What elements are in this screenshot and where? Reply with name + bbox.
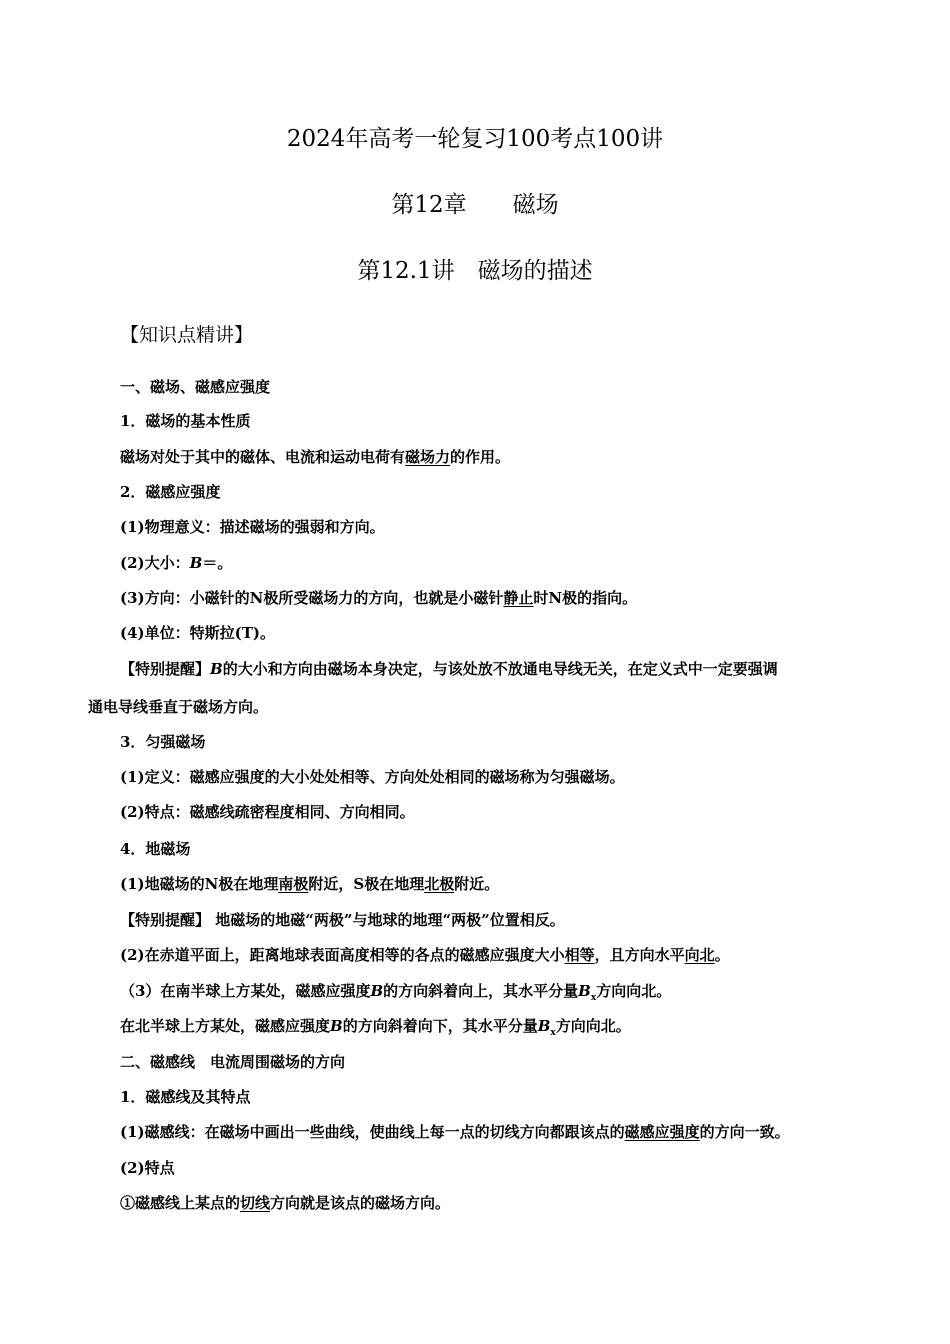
- note-1-line-1: 【特别提醒】B的大小和方向由磁场本身决定，与该处放不放通电导线无关，在定义式中一定要强调: [120, 660, 778, 678]
- lecture-title: 第12.1讲 磁场的描述: [357, 258, 593, 284]
- document-title: 2024年高考一轮复习100考点100讲: [286, 126, 664, 152]
- paragraph-magnitude: (2)大小：B＝。: [120, 554, 233, 572]
- paragraph-southern-hemisphere: （3）在南半球上方某处，磁感应强度B的方向斜着向上，其水平分量$B_x$方向向北。: [120, 982, 672, 1003]
- paragraph-tangent-direction: ①磁感线上某点的切线方向就是该点的磁场方向。: [120, 1194, 451, 1212]
- note-1-line-2: 通电导线垂直于磁场方向。: [88, 698, 269, 716]
- paragraph-field-lines-features: (2)特点: [120, 1159, 175, 1177]
- underlined-term: 相等: [564, 946, 595, 964]
- heading-2: 二、磁感线 电流周围磁场的方向: [120, 1053, 346, 1071]
- paragraph-uniform-feature: (2)特点：磁感线疏密程度相同、方向相同。: [120, 803, 415, 821]
- underlined-term: 南极: [278, 875, 309, 893]
- paragraph-earth-poles: (1)地磁场的N极在地理南极附近，S极在地理北极附近。: [120, 875, 500, 893]
- note-2: 【特别提醒】 地磁场的地磁“两极”与地球的地理“两极”位置相反。: [120, 911, 565, 929]
- paragraph-northern-hemisphere: 在北半球上方某处，磁感应强度B的方向斜着向下，其水平分量$B_x$方向向北。: [120, 1017, 631, 1038]
- subheading-uniform-field: 3．匀强磁场: [120, 733, 206, 751]
- subheading-basic-property: 1．磁场的基本性质: [120, 412, 251, 430]
- paragraph-unit: (4)单位：特斯拉(T)。: [120, 624, 275, 642]
- section-header: 【知识点精讲】: [120, 324, 254, 346]
- underlined-term: 磁场力: [405, 448, 451, 466]
- underlined-term: 切线: [240, 1194, 271, 1212]
- underlined-term: 北极: [424, 875, 455, 893]
- subheading-field-lines: 1．磁感线及其特点: [120, 1088, 251, 1106]
- heading-1: 一、磁场、磁感应强度: [120, 378, 271, 396]
- paragraph-basic-property: 磁场对处于其中的磁体、电流和运动电荷有磁场力的作用。: [120, 448, 511, 466]
- subheading-induction: 2．磁感应强度: [120, 483, 221, 501]
- paragraph-equator: (2)在赤道平面上，距离地球表面高度相等的各点的磁感应强度大小相等，且方向水平向北。: [120, 946, 730, 964]
- underlined-term: 静止: [503, 589, 534, 607]
- chapter-title: 第12章 磁场: [391, 192, 559, 218]
- underlined-term: 磁感应强度: [624, 1123, 700, 1141]
- paragraph-direction: (3)方向：小磁针的N极所受磁场力的方向，也就是小磁针静止时N极的指向。: [120, 589, 638, 607]
- paragraph-uniform-definition: (1)定义：磁感应强度的大小处处相等、方向处处相同的磁场称为匀强磁场。: [120, 768, 625, 786]
- paragraph-field-lines-definition: (1)磁感线：在磁场中画出一些曲线，使曲线上每一点的切线方向都跟该点的磁感应强度的方向一致。: [120, 1123, 790, 1141]
- subheading-earth-field: 4．地磁场: [120, 840, 191, 858]
- paragraph-physical-meaning: (1)物理意义：描述磁场的强弱和方向。: [120, 518, 385, 536]
- underlined-term: 向北: [684, 946, 715, 964]
